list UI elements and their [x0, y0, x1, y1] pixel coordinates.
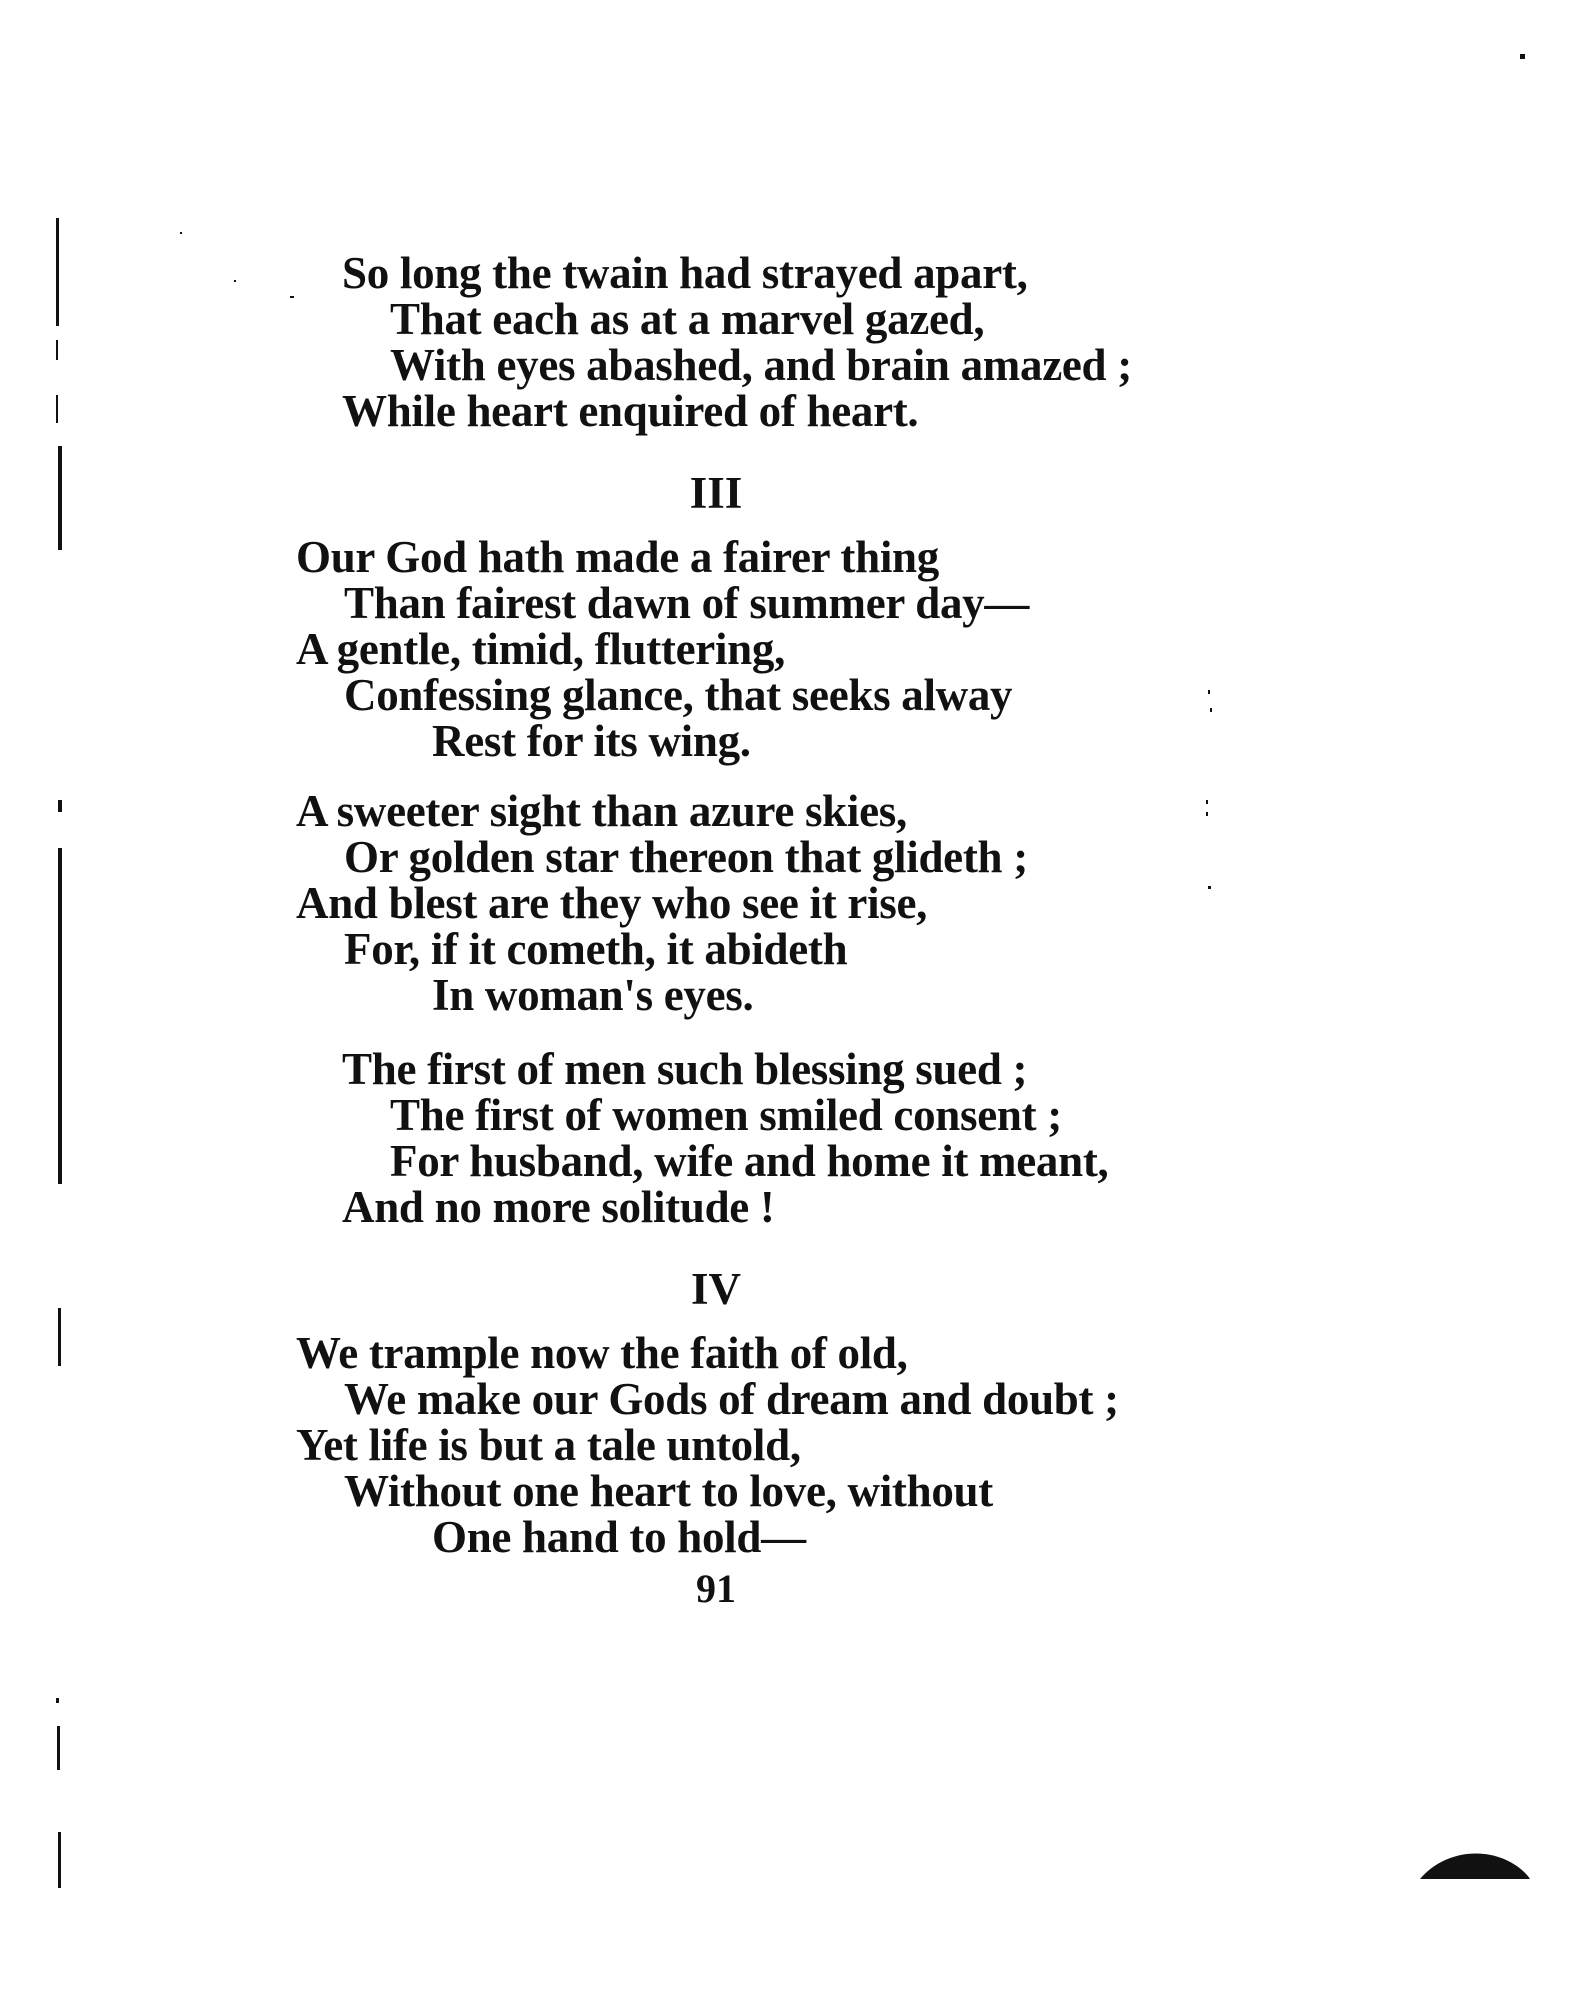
scan-blot — [1420, 1845, 1530, 1881]
scan-edge-mark — [58, 848, 62, 1184]
verse-line: We trample now the faith of old, — [296, 1328, 908, 1378]
verse-line: Without one heart to love, without — [344, 1466, 993, 1516]
scan-speck — [290, 296, 294, 298]
scan-speck — [1206, 800, 1208, 804]
verse-line: We make our Gods of dream and doubt ; — [344, 1374, 1119, 1424]
scan-edge-mark — [58, 446, 62, 550]
scan-edge-mark — [58, 800, 62, 812]
scan-edge-mark — [57, 1726, 60, 1770]
verse-line: That each as at a marvel gazed, — [390, 294, 985, 344]
scan-speck — [1520, 54, 1525, 59]
verse-line: For husband, wife and home it meant, — [390, 1136, 1109, 1186]
scan-speck — [1208, 690, 1210, 694]
verse-line: While heart enquired of heart. — [342, 386, 919, 436]
verse-line: In woman's eyes. — [432, 970, 754, 1020]
scan-edge-mark — [56, 218, 59, 326]
page-number: 91 — [696, 1566, 736, 1611]
verse-line: Rest for its wing. — [432, 716, 751, 766]
verse-line: Or golden star thereon that glideth ; — [344, 832, 1028, 882]
scan-speck — [180, 232, 182, 234]
verse-line: Confessing glance, that seeks alway — [344, 670, 1013, 720]
scan-edge-mark — [58, 1308, 61, 1366]
section-heading: III — [689, 468, 743, 518]
scan-speck — [1206, 812, 1208, 816]
scan-speck — [1208, 886, 1211, 889]
verse-line: A gentle, timid, fluttering, — [296, 624, 786, 674]
scan-edge-mark — [56, 1698, 59, 1703]
verse-line: And blest are they who see it rise, — [296, 878, 928, 928]
verse-line: And no more solitude ! — [342, 1182, 775, 1232]
verse-line: One hand to hold— — [432, 1512, 806, 1562]
scan-speck — [234, 280, 236, 282]
verse-line: Yet life is but a tale untold, — [296, 1420, 801, 1470]
verse-line: So long the twain had strayed apart, — [342, 248, 1028, 298]
verse-line: With eyes abashed, and brain amazed ; — [390, 340, 1132, 390]
scan-edge-mark — [56, 395, 58, 423]
verse-line: Our God hath made a fairer thing — [296, 532, 939, 582]
scan-edge-mark — [56, 340, 58, 360]
scan-speck — [1210, 708, 1212, 712]
verse-line: The first of women smiled consent ; — [390, 1090, 1062, 1140]
scan-edge-mark — [58, 1832, 61, 1888]
verse-line: Than fairest dawn of summer day— — [344, 578, 1030, 628]
verse-line: A sweeter sight than azure skies, — [296, 786, 907, 836]
verse-line: The first of men such blessing sued ; — [342, 1044, 1028, 1094]
verse-line: For, if it cometh, it abideth — [344, 924, 848, 974]
section-heading: IV — [690, 1264, 741, 1314]
